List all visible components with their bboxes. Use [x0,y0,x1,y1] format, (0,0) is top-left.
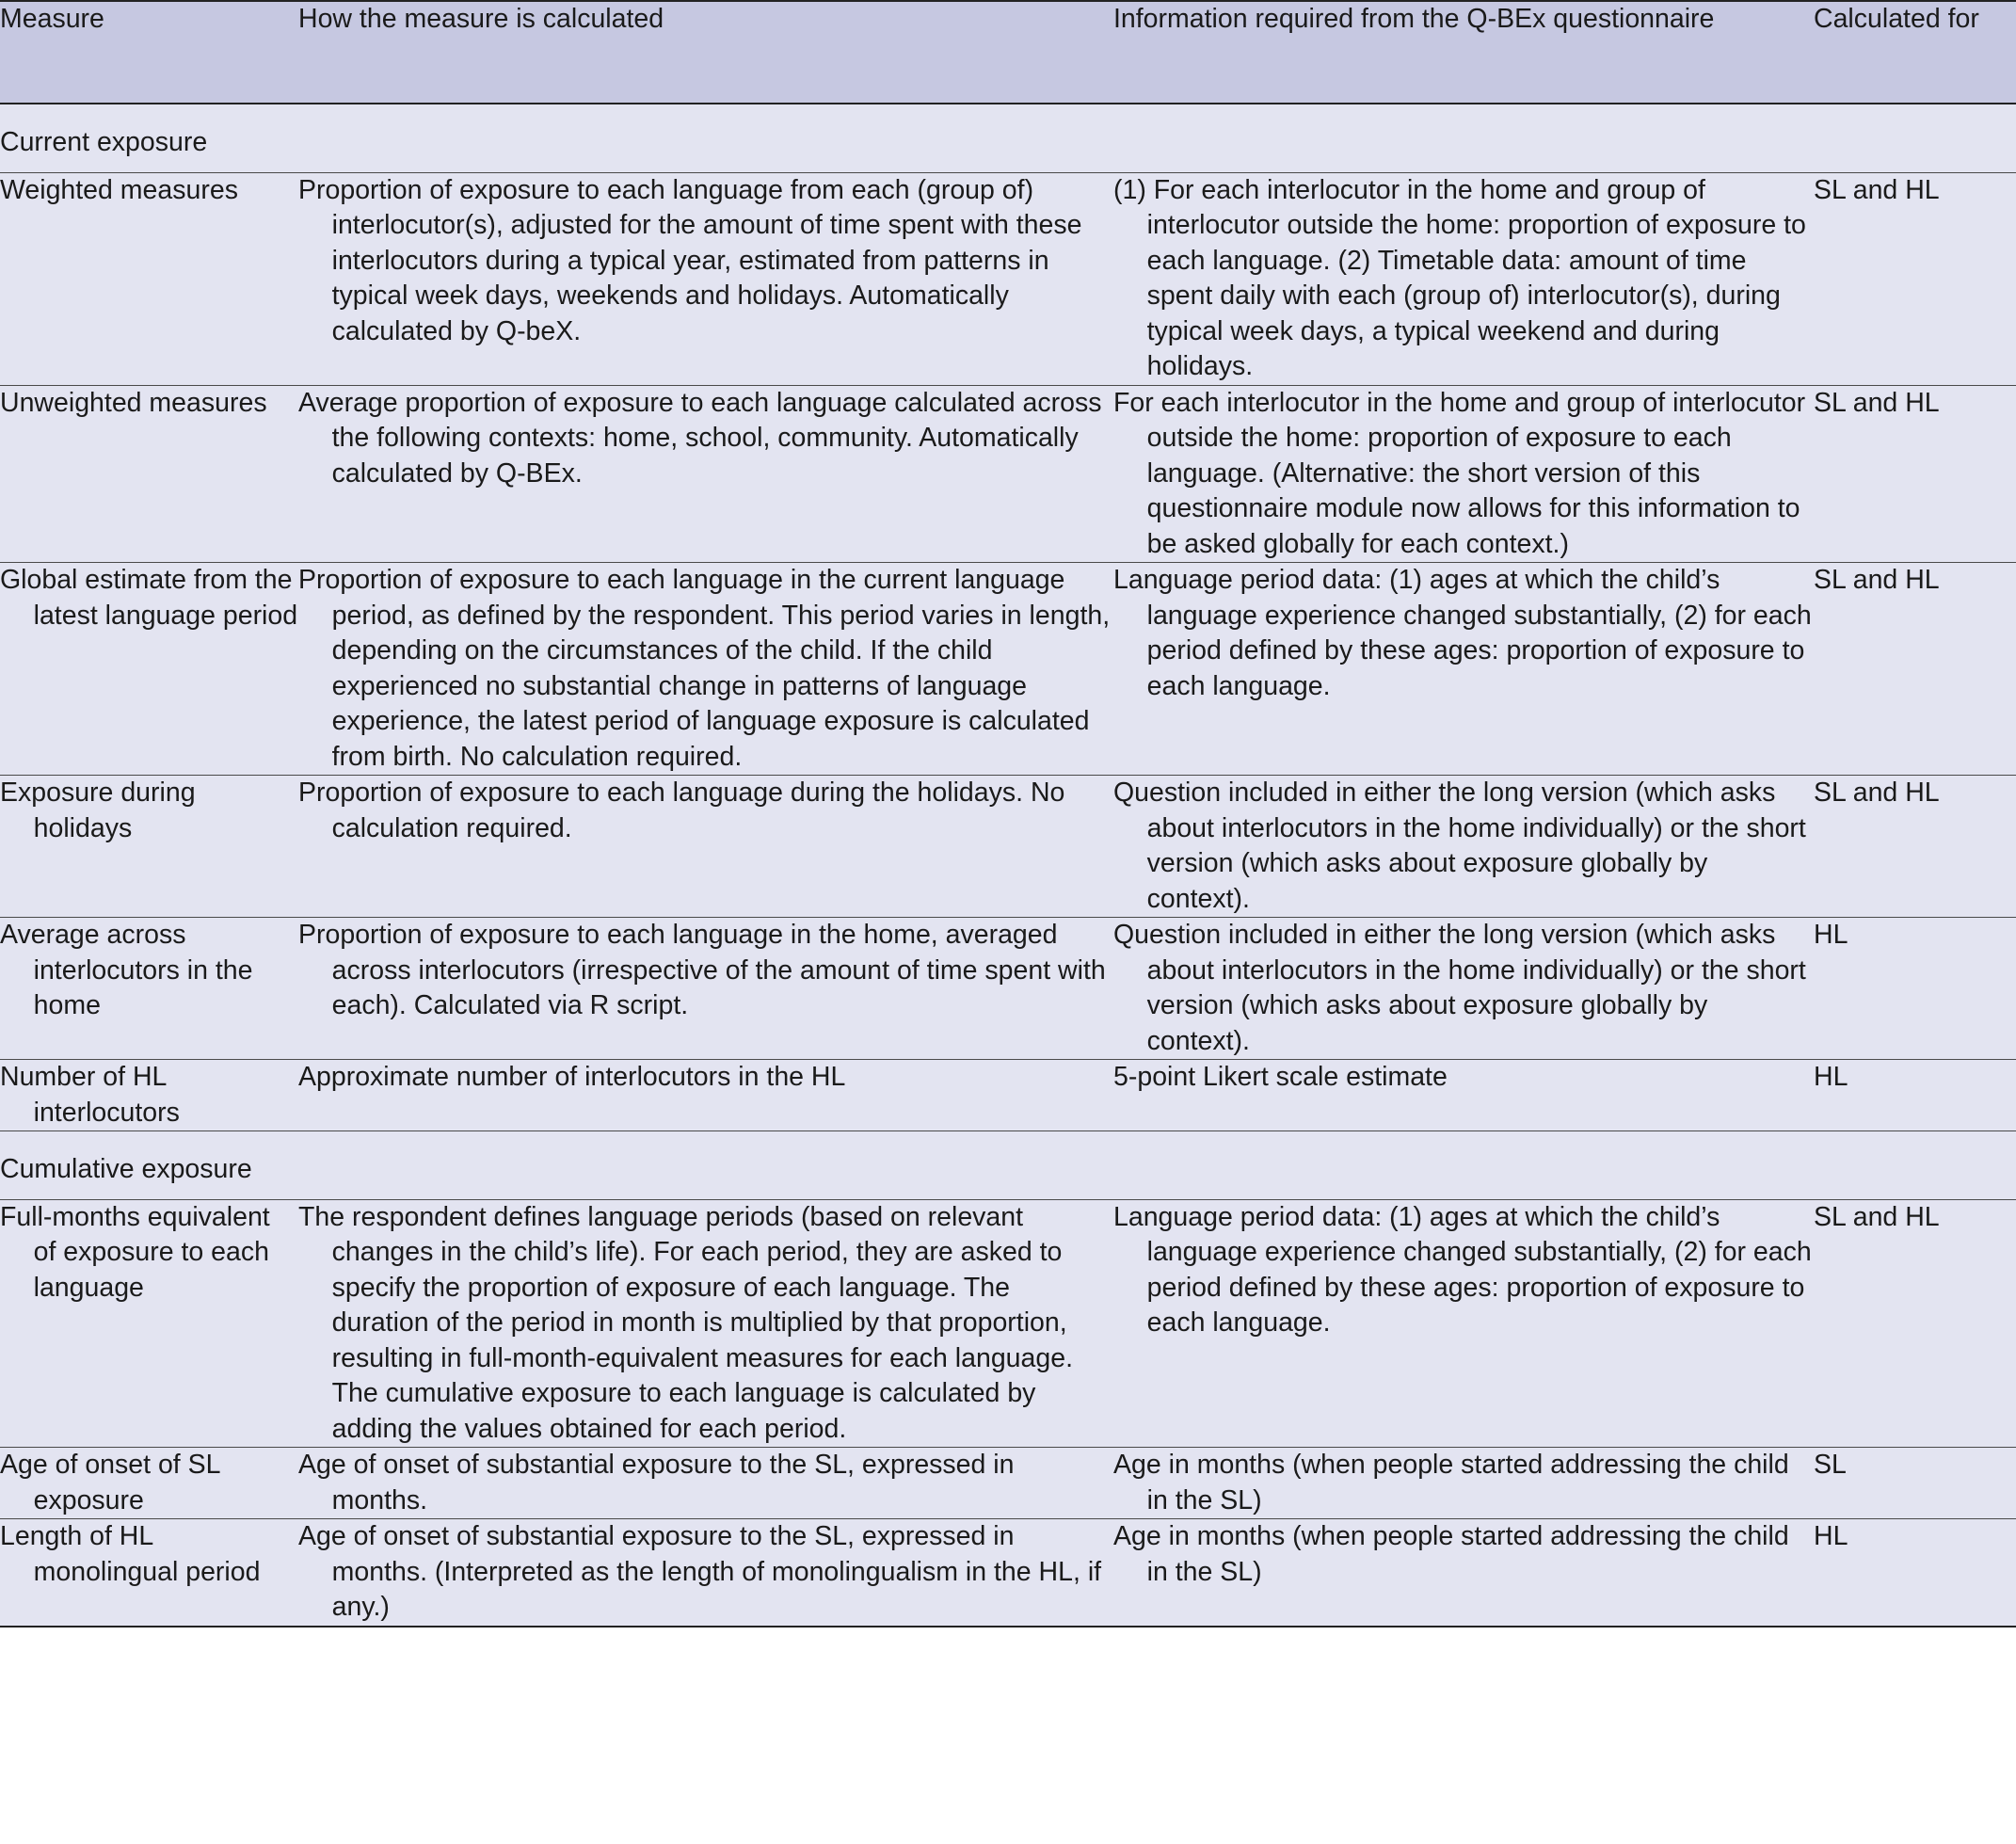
section-title: Current exposure [0,104,2016,172]
cell-info [1113,563,1814,776]
table-row [0,1519,2016,1627]
cell-text: Language period data: (1) ages at which the child’s language experience changed substantially, (2) for each period defined by these ages: proportion of exposure to each language. [1113,1201,1812,1338]
table-row [0,918,2016,1060]
cell-text: SL [1814,1450,1847,1480]
cell-text: Proportion of exposure to each language during the holidays. No calculation required. [298,778,1065,843]
cell-calc [1814,385,2016,563]
cell-calc [1814,563,2016,776]
cell-info [1113,385,1814,563]
cell-text: Proportion of exposure to each language from each (group of) interlocutor(s), adjusted for the amount of time spent with these interlocutors during a typical year, estimated from patterns in typical week days, weekends and holidays. Automatically calculated by Q-beX. [298,174,1082,346]
cell-text: Age in months (when people started addressing the child in the SL) [1113,1450,1789,1515]
cell-info [1113,1448,1814,1519]
cell-text: Age of onset of substantial exposure to the SL, expressed in months. [298,1450,1015,1515]
cell-text: Average across interlocutors in the home [0,920,253,1020]
cell-how [298,563,1113,776]
cell-info [1113,1060,1814,1131]
cell-info [1113,776,1814,918]
table-row [0,172,2016,385]
cell-measure [0,1199,298,1448]
cell-measure [0,1060,298,1131]
cell-calc [1814,918,2016,1060]
cell-text: Proportion of exposure to each language in the home, averaged across interlocutors (irrespective of the amount of time spent with each). Calculated via R script. [298,920,1106,1020]
cell-text: Age of onset of SL exposure [0,1450,220,1515]
table-row [0,1448,2016,1519]
cell-text: Language period data: (1) ages at which the child’s language experience changed substantially, (2) for each period defined by these ages: proportion of exposure to each language. [1113,565,1812,701]
cell-text: The respondent defines language periods (based on relevant changes in the child’s life). For each period, they are asked to specify the proportion of exposure of each language. The duration of the period in month is multiplied by that proportion, resulting in full-month-equivalent measures for each language. The cumulative exposure to each language is calculated by adding the values obtained for each period. [298,1201,1073,1444]
cell-text: (1) For each interlocutor in the home and group of interlocutor outside the home: proportion of exposure to each language. (2) Timetable data: amount of time spent daily with each (group of) interlocutor(s), during typical week days, a typical weekend and during holidays. [1113,174,1806,381]
cell-how [298,776,1113,918]
table-row [0,1199,2016,1448]
cell-text: 5-point Likert scale estimate [1113,1062,1448,1092]
cell-info [1113,172,1814,385]
cell-text: Question included in either the long version (which asks about interlocutors in the home individually) or the short version (which asks about exposure globally by context). [1113,778,1806,914]
cell-text: SL and HL [1814,778,1940,808]
cell-text: Approximate number of interlocutors in the HL [298,1062,846,1092]
cell-calc [1814,1519,2016,1627]
cell-text: Full-months equivalent of exposure to each language [0,1201,270,1303]
cell-text: SL and HL [1814,565,1940,595]
cell-calc [1814,1199,2016,1448]
cell-text: SL and HL [1814,174,1940,205]
cell-text: Age in months (when people started addressing the child in the SL) [1113,1521,1789,1587]
header-information-required: Information required from the Q-BEx questionnaire [1113,1,1814,104]
cell-how [298,385,1113,563]
cell-calc [1814,172,2016,385]
cell-text: Exposure during holidays [0,778,196,843]
cell-measure [0,1448,298,1519]
header-how-calculated: How the measure is calculated [298,1,1113,104]
cell-text: Average proportion of exposure to each language calculated across the following contexts: home, school, community. Automatically calculated by Q-BEx. [298,387,1102,489]
cell-text: Unweighted measures [0,387,267,418]
cell-how [298,172,1113,385]
cell-text: Number of HL interlocutors [0,1062,180,1128]
cell-text: Proportion of exposure to each language in the current language period, as defined by the respondent. This period varies in length, depending on the circumstances of the child. If the child experienced no substantial change in patterns of language experience, the latest period of language exposure is calculated from birth. No calculation required. [298,565,1111,772]
cell-how [298,1199,1113,1448]
cell-how [298,1448,1113,1519]
header-row [0,1,2016,104]
cell-how [298,918,1113,1060]
cell-text: Question included in either the long version (which asks about interlocutors in the home individually) or the short version (which asks about exposure globally by context). [1113,920,1806,1056]
cell-info [1113,1199,1814,1448]
cell-calc [1814,1060,2016,1131]
cell-measure [0,563,298,776]
table-row [0,563,2016,776]
cell-text: SL and HL [1814,1201,1940,1232]
section-row-current-exposure [0,104,2016,172]
cell-how [298,1519,1113,1627]
cell-text: SL and HL [1814,387,1940,418]
cell-text: HL [1814,920,1848,950]
cell-measure [0,918,298,1060]
header-calculated-for: Calculated for [1814,1,2016,104]
table-row [0,385,2016,563]
cell-calc [1814,776,2016,918]
cell-measure [0,385,298,563]
cell-text: Global estimate from the latest language period [0,565,298,631]
cell-text: For each interlocutor in the home and group of interlocutor outside the home: proportion of exposure to each language. (Alternative: the short version of this questionnaire module now allows for this information to be asked globally for each context.) [1113,387,1806,559]
cell-info [1113,1519,1814,1627]
cell-calc [1814,1448,2016,1519]
table-header [0,1,2016,104]
header-measure: Measure [0,1,298,104]
cell-text: Length of HL monolingual period [0,1521,261,1587]
cell-measure [0,172,298,385]
cell-text: HL [1814,1062,1848,1092]
section-row-cumulative-exposure [0,1131,2016,1200]
cell-text: Weighted measures [0,174,238,205]
cell-measure [0,776,298,918]
section-title: Cumulative exposure [0,1131,2016,1200]
table-body [0,104,2016,1627]
cell-how [298,1060,1113,1131]
cell-text: Age of onset of substantial exposure to the SL, expressed in months. (Interpreted as the length of monolingualism in the HL, if any.) [298,1521,1102,1622]
cell-measure [0,1519,298,1627]
table-row [0,776,2016,918]
cell-text: HL [1814,1521,1848,1551]
table-row [0,1060,2016,1131]
cell-info [1113,918,1814,1060]
